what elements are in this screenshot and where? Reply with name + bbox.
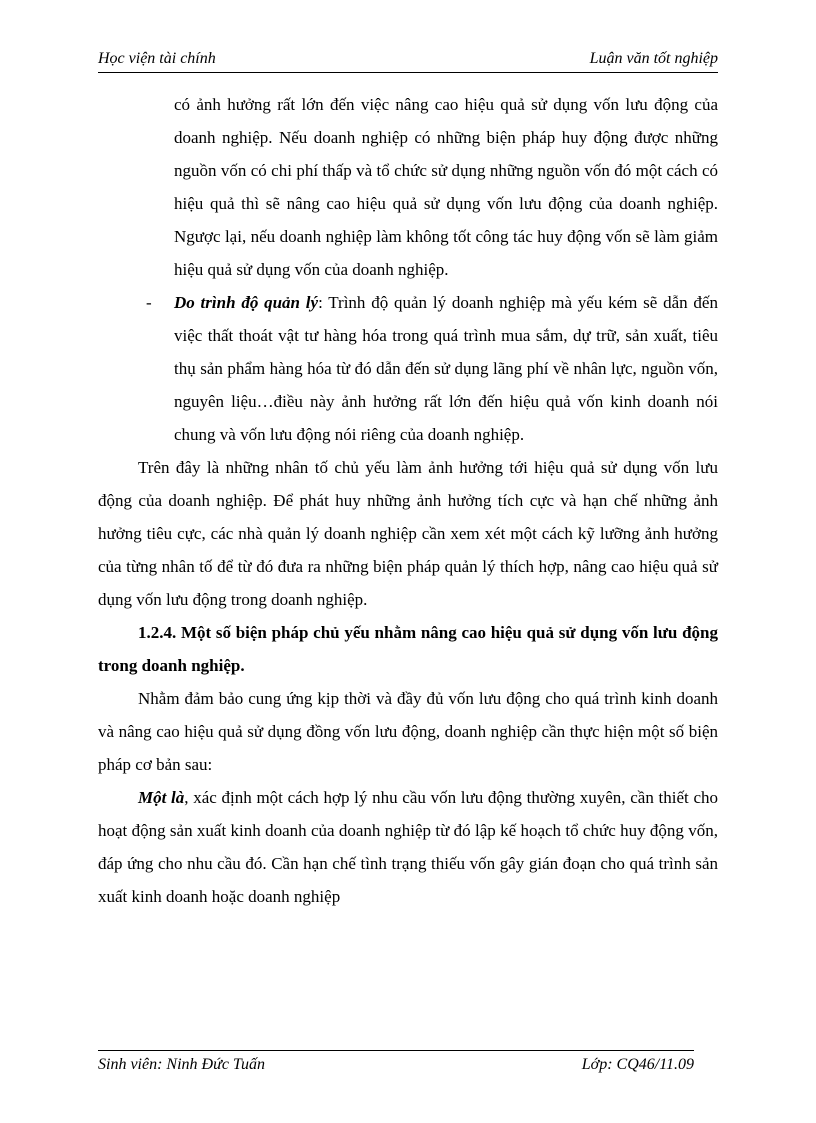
footer-class: Lớp: CQ46/11.09 xyxy=(581,1056,694,1073)
bullet-dash: - xyxy=(146,293,152,312)
bullet-title: Do trình độ quản lý xyxy=(174,293,319,312)
document-body xyxy=(98,88,718,913)
bullet-text: : Trình độ quản lý doanh nghiệp mà yếu kém sẽ dẫn đến việc thất thoát vật tư hàng hóa trong quá trình mua sắm, dự trữ, sản xuất, tiêu thụ sản phẩm hàng hóa từ đó dẫn đến sử dụng lãng phí về nhân lực, nguồn vốn, nguyên liệu…điều này ảnh hưởng rất lớn đến hiệu quả vốn kinh doanh nói chung và vốn lưu động nói riêng của doanh nghiệp. xyxy=(174,293,718,444)
page-footer xyxy=(98,1050,694,1075)
footer-student: Sinh viên: Ninh Đức Tuấn xyxy=(98,1056,265,1073)
header-doc-type: Luận văn tốt nghiệp xyxy=(589,50,718,67)
paragraph-summary: Trên đây là những nhân tố chủ yếu làm ảnh hưởng tới hiệu quả sử dụng vốn lưu động của doanh nghiệp. Để phát huy những ảnh hưởng tích cực và hạn chế những ảnh hưởng tiêu cực, các nhà quản lý doanh nghiệp cần xem xét một cách kỹ lưỡng ảnh hưởng của từng nhân tố để từ đó đưa ra những biện pháp quản lý thích hợp, nâng cao hiệu quả sử dụng vốn lưu động trong doanh nghiệp. xyxy=(98,458,718,609)
paragraph-measures-intro: Nhằm đảm bảo cung ứng kịp thời và đầy đủ vốn lưu động cho quá trình kinh doanh và nâng cao hiệu quả sử dụng đồng vốn lưu động, doanh nghiệp cần thực hiện một số biện pháp cơ bản sau: xyxy=(98,689,718,774)
bullet-management-level xyxy=(146,286,718,451)
section-heading: 1.2.4. Một số biện pháp chủ yếu nhằm nâng cao hiệu quả sử dụng vốn lưu động trong doanh nghiệp. xyxy=(98,623,718,675)
paragraph-measure-one xyxy=(98,781,718,913)
paragraph-capital-mobilization: có ảnh hưởng rất lớn đến việc nâng cao hiệu quả sử dụng vốn lưu động của doanh nghiệp. Nếu doanh nghiệp có những biện pháp huy động được những nguồn vốn có chi phí thấp và tổ chức sử dụng những nguồn vốn đó một cách có hiệu quả thì sẽ nâng cao hiệu quả sử dụng vốn lưu động của doanh nghiệp. Ngược lại, nếu doanh nghiệp làm không tốt công tác huy động vốn sẽ làm giảm hiệu quả sử dụng vốn của doanh nghiệp. xyxy=(174,95,718,279)
header-institution: Học viện tài chính xyxy=(98,50,216,67)
page-header xyxy=(98,50,718,73)
measure-one-text: , xác định một cách hợp lý nhu cầu vốn lưu động thường xuyên, cần thiết cho hoạt động sản xuất kinh doanh của doanh nghiệp từ đó lập kế hoạch tổ chức huy động vốn, đáp ứng cho nhu cầu đó. Cần hạn chế tình trạng thiếu vốn gây gián đoạn cho quá trình sản xuất kinh doanh hoặc doanh nghiệp xyxy=(98,788,719,906)
measure-one-lead: Một là xyxy=(138,788,185,807)
